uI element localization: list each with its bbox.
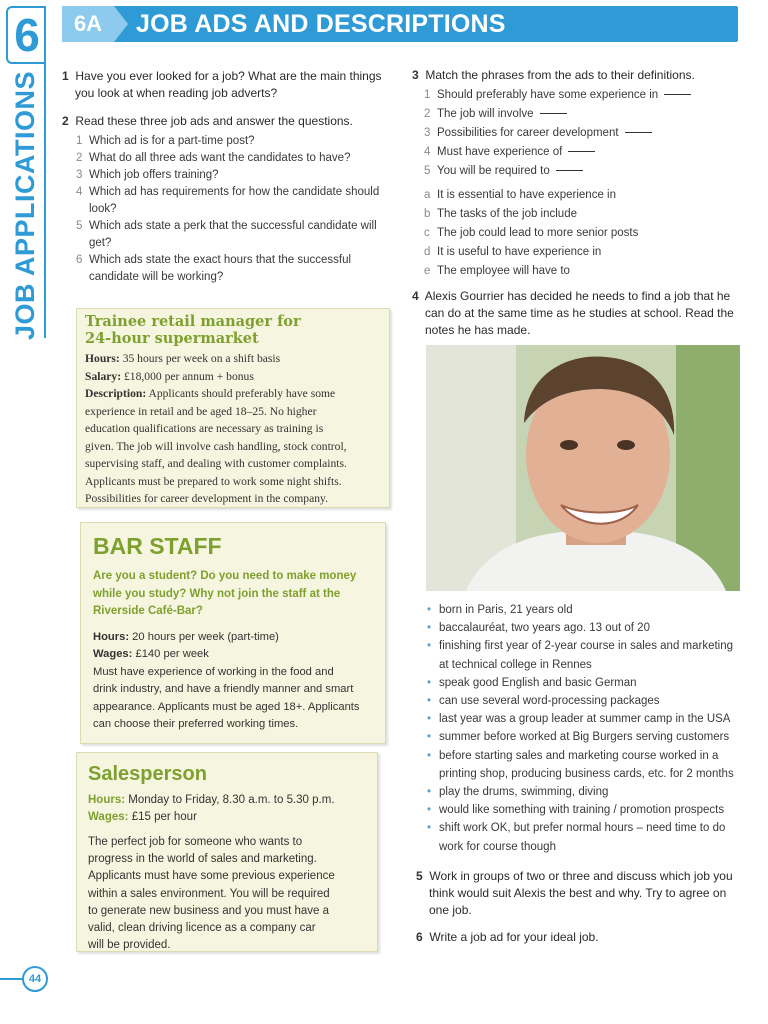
question-text: think would suit Alexis the best and why. Try to agree on [429,886,727,900]
item-number: 5 [424,165,431,177]
question-1 [62,68,392,102]
ad-hours: 35 hours per week on a shift basis [122,352,281,365]
ad-salary-label: Salary: [85,369,122,383]
note-item [424,637,740,673]
ad-wages-label: Wages: [88,811,129,823]
question-text: can do at the same time as he studies at school. Read the [425,306,734,320]
item-text: Must have experience of [437,146,563,158]
ad-title: BAR STAFF [93,533,222,559]
side-divider [44,8,46,338]
answer-blank[interactable] [556,170,583,171]
page-number: 44 [22,966,48,992]
note-item [424,674,740,692]
item-number: 5 [76,220,83,232]
question-6 [416,929,746,946]
job-ad-salesperson [76,752,378,952]
list-item [424,105,740,124]
item-text: It is essential to have experience in [437,189,616,201]
list-item [424,162,740,181]
ad-description: supervising staff, and dealing with customer complaints. [85,457,347,470]
answer-blank[interactable] [664,94,691,95]
item-letter: d [424,246,431,258]
item-text: You will be required to [437,165,550,177]
item-number: 2 [424,108,431,120]
answer-blank[interactable] [540,113,567,114]
item-letter: b [424,208,431,220]
question-5 [416,868,746,919]
question-number: 4 [412,289,419,303]
item-text: The employee will have to [437,265,570,277]
question-4 [412,288,742,339]
item-text: The tasks of the job include [437,208,577,220]
ad-description: The perfect job for someone who wants to [88,836,303,848]
ad-title: Salesperson [88,763,207,785]
question-text: you look at when reading job adverts? [75,86,278,100]
ad-salary: £18,000 per annum + bonus [123,369,254,383]
item-number: 1 [424,89,431,101]
item-text: candidate will be working? [89,271,224,283]
ad-hours-label: Hours: [85,352,120,365]
item-text: Which job offers training? [89,169,219,181]
answer-blank[interactable] [625,132,652,133]
item-text: It is useful to have experience in [437,246,602,258]
list-item [76,133,396,150]
ad-wages: £140 per week [135,648,209,660]
question-number: 5 [416,869,423,883]
question-3 [412,67,742,84]
ad-wages: £15 per hour [131,811,197,823]
list-item [424,243,740,262]
ad-description: appearance. Applicants must be aged 18+. Applicants [93,700,360,713]
question-text: Alexis Gourrier has decided he needs to find a job that he [424,289,731,303]
item-text: Which ad has requirements for how the candidate should [89,186,380,198]
question-text: Match the phrases from the ads to their definitions. [425,68,695,82]
ad-description: education qualifications are necessary as training is [85,422,324,435]
ad-description: Applicants must have some previous experience [88,870,335,883]
ad-description: progress in the world of sales and marketing. [88,853,317,866]
note-text: • summer before worked at Big Burgers serving customers [439,731,730,744]
job-ad-retail-manager [76,308,390,508]
ad-description: Possibilities for career development in the company. [85,492,328,505]
item-number: 3 [76,169,83,181]
note-item [424,801,740,819]
note-item [424,601,740,619]
note-item [424,710,740,728]
item-text: What do all three ads want the candidates to have? [89,152,351,164]
ad-description-label: Description: [85,387,147,400]
list-item [424,224,740,243]
question-3-phrases [424,86,740,181]
section-code: 6A [62,6,114,42]
question-text: Work in groups of two or three and discuss which job you [429,869,733,883]
chapter-side-title-wrap [8,70,44,340]
ad-description: Must have experience of working in the food and [93,665,334,678]
item-number: 2 [76,152,83,164]
item-text: The job could lead to more senior posts [437,227,639,239]
note-text: • baccalauréat, two years ago. 13 out of 20 [439,622,650,635]
item-text: look? [89,203,117,215]
list-item [424,262,740,281]
ad-description: drink industry, and have a friendly manner and smart [93,683,354,695]
ad-hours: 20 hours per week (part-time) [132,630,279,643]
item-text: The job will involve [437,108,534,120]
list-item [424,186,740,205]
ad-description: Applicants must be prepared to work some night shifts. [85,474,342,488]
ad-description: within a sales environment. You will be required [88,887,330,900]
ad-description: Applicants should preferably have some [148,387,336,400]
note-text: • born in Paris, 21 years old [439,604,573,616]
note-item [424,728,740,746]
question-number: 2 [62,114,69,128]
question-text: Write a job ad for your ideal job. [429,930,599,944]
list-item [424,86,740,105]
candidate-photo-illustration [426,345,740,591]
ad-wages-label: Wages: [93,648,133,660]
question-2 [62,113,392,130]
ad-description: to generate new business and you must have a [88,904,330,917]
note-text: • finishing first year of 2-year course in sales and marketing [439,640,734,653]
list-item [76,184,396,201]
question-2-list [76,133,396,286]
ad-hours: Monday to Friday, 8.30 a.m. to 5.30 p.m. [128,794,335,806]
note-item [424,619,740,637]
ad-description: given. The job will involve cash handling, stock control, [85,439,347,453]
chapter-side-tab [0,0,50,1000]
item-number: 3 [424,127,431,139]
ad-intro: while you study? Why not join the staff at the [93,587,341,600]
note-item [424,747,740,783]
chapter-side-title: JOB APPLICATIONS [10,70,41,340]
question-text: Have you ever looked for a job? What are the main things [75,69,382,83]
ad-description: valid, clean driving licence as a company car [88,922,316,935]
list-item [424,124,740,143]
list-item [424,143,740,162]
note-item [424,783,740,801]
item-number: 1 [76,135,83,147]
chapter-number: 6 [6,6,46,64]
note-text: • can use several word-processing packages [439,695,660,708]
list-item [76,167,396,184]
item-letter: e [424,265,431,277]
question-3-definitions [424,186,740,281]
list-item [76,218,396,235]
question-number: 3 [412,68,419,82]
note-item [424,819,740,855]
item-text: Which ads state the exact hours that the successful [89,254,352,266]
ad-description: experience in retail and be aged 18–25. No higher [85,404,317,418]
item-number: 6 [76,254,83,266]
list-item [424,205,740,224]
item-text: get? [89,237,112,249]
job-ad-bar-staff [80,522,386,744]
question-text: notes he has made. [425,323,531,337]
ad-hours-label: Hours: [88,794,126,806]
answer-blank[interactable] [568,151,595,152]
item-letter: c [424,227,430,239]
note-text: • play the drums, swimming, diving [439,786,609,799]
ad-intro: Riverside Café-Bar? [93,605,203,617]
ad-title: 24-hour supermarket [85,330,259,347]
note-text: • speak good English and basic German [439,676,637,689]
item-text: Which ad is for a part-time post? [89,135,255,147]
note-text: printing shop, producing business cards, etc. for 2 months [439,767,734,780]
item-text: Possibilities for career development [437,127,619,139]
page-number-line [0,978,24,980]
note-text: • last year was a group leader at summer camp in the USA [439,713,731,726]
note-text: • shift work OK, but prefer normal hours – need time to do [439,822,726,835]
question-text: Read these three job ads and answer the questions. [75,114,353,128]
list-item [76,150,396,167]
header-arrow [114,6,128,42]
item-text: Which ads state a perk that the successful candidate will [89,220,377,232]
section-title: JOB ADS AND DESCRIPTIONS [136,10,506,38]
note-text: work for course though [439,840,556,853]
item-text: Should preferably have some experience in [437,89,659,101]
note-text: at technical college in Rennes [439,658,592,671]
ad-description: will be provided. [88,939,171,952]
candidate-notes [424,601,740,856]
note-item [424,692,740,710]
item-letter: a [424,189,431,201]
section-header [62,6,738,42]
ad-intro: Are you a student? Do you need to make money [93,570,357,582]
list-item [76,252,396,269]
question-number: 1 [62,69,69,83]
candidate-photo [426,345,740,591]
note-text: • would like something with training / promotion prospects [439,804,725,817]
item-number: 4 [424,146,431,158]
question-number: 6 [416,930,423,944]
item-number: 4 [76,186,83,198]
ad-description: can choose their preferred working times. [93,718,299,730]
note-text: • before starting sales and marketing course worked in a [439,749,719,762]
question-text: one job. [429,903,472,917]
ad-title: Trainee retail manager for [85,313,301,330]
ad-hours-label: Hours: [93,630,130,643]
